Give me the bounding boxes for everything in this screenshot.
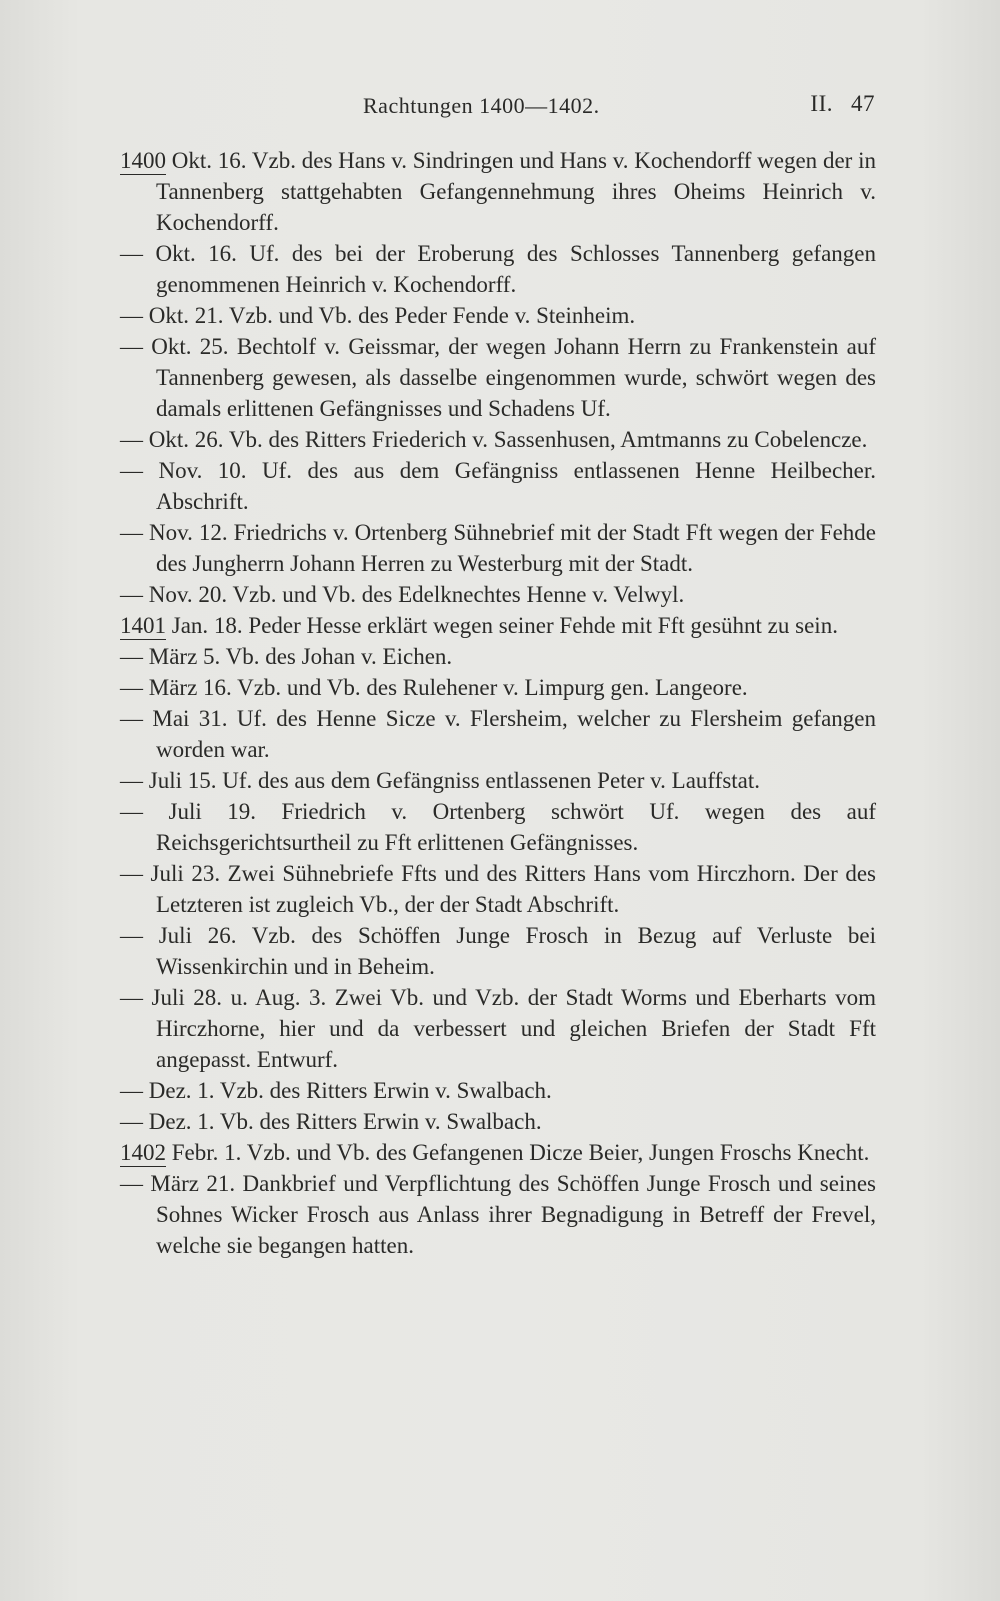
entry-1400-nov-10 [120, 455, 876, 517]
entry-1400-okt-21 [120, 300, 876, 331]
entry-dash: — [120, 923, 143, 948]
entry-dash: — [120, 799, 143, 824]
entry-1401-juli-19 [120, 796, 876, 858]
entry-text: Nov. 12. Friedrichs v. Ortenberg Sühnebrief mit der Stadt Fft wegen der Fehde des Jungherrn Johann Herren zu Westerburg mit der Stadt. [143, 520, 876, 576]
entry-list [120, 145, 876, 1261]
section-number: II. [810, 91, 833, 116]
page-number: 47 [851, 91, 875, 116]
entry-dash: — [120, 520, 143, 545]
entry-dash: — [120, 768, 143, 793]
entry-dash: — [120, 675, 143, 700]
entry-text: Okt. 16. Uf. des bei der Eroberung des Schlosses Tannenberg gefangen genommenen Heinrich v. Kochendorff. [143, 241, 876, 297]
running-header [120, 89, 875, 125]
entry-1401-mai-31 [120, 703, 876, 765]
entry-text: Okt. 25. Bechtolf v. Geissmar, der wegen Johann Herrn zu Frankenstein auf Tannenberg gewesen, als dasselbe eingenommen wurde, schwört wegen des damals erlittenen Gefängnisses und Schadens Uf. [143, 334, 876, 421]
entry-1401-maerz-16 [120, 672, 876, 703]
entry-1400-nov-12 [120, 517, 876, 579]
entry-text: Juli 26. Vzb. des Schöffen Junge Frosch in Bezug auf Verluste bei Wissenkirchin und in Beheim. [143, 923, 876, 979]
entry-text: Dez. 1. Vb. des Ritters Erwin v. Swalbach. [143, 1109, 542, 1134]
entry-dash: — [120, 458, 143, 483]
entry-dash: — [120, 334, 143, 359]
entry-1400-okt-16-a [120, 145, 876, 238]
header-page-ref [810, 91, 875, 117]
entry-dash: — [120, 241, 143, 266]
entry-text: Okt. 16. Vzb. des Hans v. Sindringen und Hans v. Kochendorff wegen der in Tannenberg stattgehabten Gefangennehmung ihres Oheims Heinrich v. Kochendorff. [156, 148, 876, 235]
entry-text: Okt. 21. Vzb. und Vb. des Peder Fende v. Steinheim. [143, 303, 636, 328]
entry-1402-febr-1 [120, 1137, 876, 1168]
entry-1401-juli-23 [120, 858, 876, 920]
entry-1401-juli-28 [120, 982, 876, 1075]
entry-dash: — [120, 1109, 143, 1134]
entry-1401-dez-1-a [120, 1075, 876, 1106]
entry-dash: — [120, 1171, 143, 1196]
entry-year: 1401 [120, 613, 166, 638]
entry-dash: — [120, 1078, 143, 1103]
entry-1400-nov-20 [120, 579, 876, 610]
entry-text: März 21. Dankbrief und Verpflichtung des Schöffen Junge Frosch und seines Sohnes Wicker Frosch aus Anlass ihrer Begnadigung in Betreff der Frevel, welche sie begangen hatten. [143, 1171, 876, 1258]
entry-text: Okt. 26. Vb. des Ritters Friederich v. Sassenhusen, Amtmanns zu Cobelencze. [143, 427, 868, 452]
entry-text: Dez. 1. Vzb. des Ritters Erwin v. Swalbach. [143, 1078, 552, 1103]
header-title: Rachtungen 1400—1402. [363, 93, 600, 118]
entry-1401-juli-26 [120, 920, 876, 982]
entry-text: Febr. 1. Vzb. und Vb. des Gefangenen Dicze Beier, Jungen Froschs Knecht. [166, 1140, 870, 1165]
entry-text: Mai 31. Uf. des Henne Sicze v. Flersheim, welcher zu Flersheim gefangen worden war. [143, 706, 876, 762]
entry-text: Juli 23. Zwei Sühnebriefe Ffts und des Ritters Hans vom Hirczhorn. Der des Letzteren ist zugleich Vb., der der Stadt Abschrift. [143, 861, 876, 917]
entry-1400-okt-16-b [120, 238, 876, 300]
entry-text: März 5. Vb. des Johan v. Eichen. [143, 644, 453, 669]
entry-text: Nov. 20. Vzb. und Vb. des Edelknechtes Henne v. Velwyl. [143, 582, 685, 607]
entry-dash: — [120, 985, 143, 1010]
entry-dash: — [120, 303, 143, 328]
entry-1400-okt-26 [120, 424, 876, 455]
entry-1402-maerz-21 [120, 1168, 876, 1261]
entry-text: Juli 28. u. Aug. 3. Zwei Vb. und Vzb. der Stadt Worms und Eberharts vom Hirczhorne, hier und da verbessert und gleichen Briefen der Stadt Fft angepasst. Entwurf. [143, 985, 876, 1072]
entry-1401-juli-15 [120, 765, 876, 796]
entry-text: März 16. Vzb. und Vb. des Rulehener v. Limpurg gen. Langeore. [143, 675, 748, 700]
entry-dash: — [120, 427, 143, 452]
entry-text: Juli 15. Uf. des aus dem Gefängniss entlassenen Peter v. Lauffstat. [143, 768, 761, 793]
entry-text: Nov. 10. Uf. des aus dem Gefängniss entlassenen Henne Heilbecher. Abschrift. [143, 458, 876, 514]
entry-dash: — [120, 861, 143, 886]
entry-1401-maerz-5 [120, 641, 876, 672]
entry-1401-dez-1-b [120, 1106, 876, 1137]
entry-text: Jan. 18. Peder Hesse erklärt wegen seiner Fehde mit Fft gesühnt zu sein. [166, 613, 838, 638]
entry-dash: — [120, 582, 143, 607]
entry-dash: — [120, 706, 143, 731]
entry-dash: — [120, 644, 143, 669]
entry-year: 1400 [120, 148, 166, 173]
entry-text: Juli 19. Friedrich v. Ortenberg schwört Uf. wegen des auf Reichsgerichtsurtheil zu Fft erlittenen Gefängnisses. [143, 799, 876, 855]
entry-1401-jan-18 [120, 610, 876, 641]
entry-year: 1402 [120, 1140, 166, 1165]
entry-1400-okt-25 [120, 331, 876, 424]
